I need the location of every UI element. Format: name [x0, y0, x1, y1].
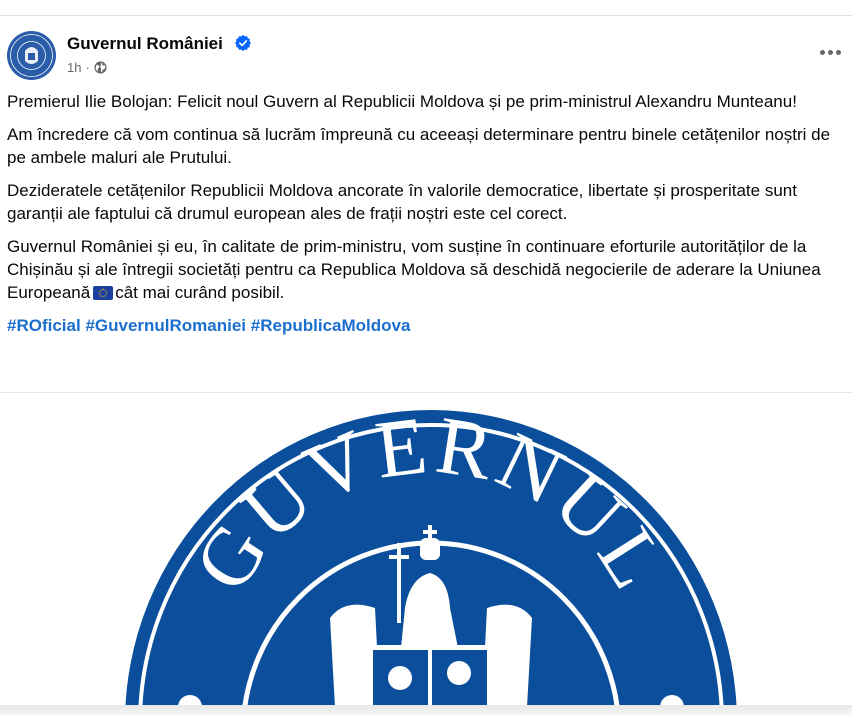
more-options-button[interactable] [818, 42, 842, 62]
government-seal-image [0, 393, 852, 707]
svg-text:GUVERNUL: GUVERNUL [176, 398, 687, 607]
hashtag-link[interactable]: #ROficial [7, 316, 81, 335]
post-paragraph-text: Guvernul României și eu, în calitate de prim-ministru, vom susține în continuare eforturile autorităților de la Chișinău și ale întregii societăți pentru ca Republica Moldova să deschidă negocierile de aderare la Uniunea Europeană [7, 237, 821, 302]
globe-icon [94, 61, 107, 74]
post-meta [67, 60, 107, 75]
post-header [0, 28, 852, 84]
post-paragraph: Premierul Ilie Bolojan: Felicit noul Guvern al Republicii Moldova și pe prim-ministrul Alexandru Munteanu! [7, 92, 797, 111]
avatar[interactable] [7, 31, 56, 80]
author-name[interactable]: Guvernul României [67, 34, 223, 53]
hashtag-link[interactable]: #GuvernulRomaniei [85, 316, 247, 335]
post-text [7, 90, 847, 347]
post-paragraph [7, 235, 847, 304]
government-seal-icon [7, 31, 56, 80]
meta-separator: · [85, 60, 90, 75]
post-image[interactable] [0, 393, 852, 707]
more-horizontal-icon [820, 50, 825, 55]
eu-flag-icon [93, 286, 113, 300]
timestamp[interactable]: 1h [67, 60, 82, 75]
bottom-edge [0, 705, 852, 715]
post-paragraph: Dezideratele cetățenilor Republicii Moldova ancorate în valorile democratice, libertate și prosperitate sunt garanții ale faptului că drumul european ales de frații noștri este cel corect. [7, 181, 797, 223]
hashtags [7, 314, 847, 337]
post-paragraph-text: cât mai curând posibil. [115, 283, 285, 302]
top-divider [0, 15, 852, 16]
post-paragraph: Am încredere că vom continua să lucrăm împreună cu aceeași determinare pentru binele cetățenilor noștri de pe ambele maluri ale Prutului. [7, 125, 831, 167]
verified-badge-icon [235, 35, 251, 51]
hashtag-link[interactable]: #RepublicaMoldova [250, 316, 411, 335]
